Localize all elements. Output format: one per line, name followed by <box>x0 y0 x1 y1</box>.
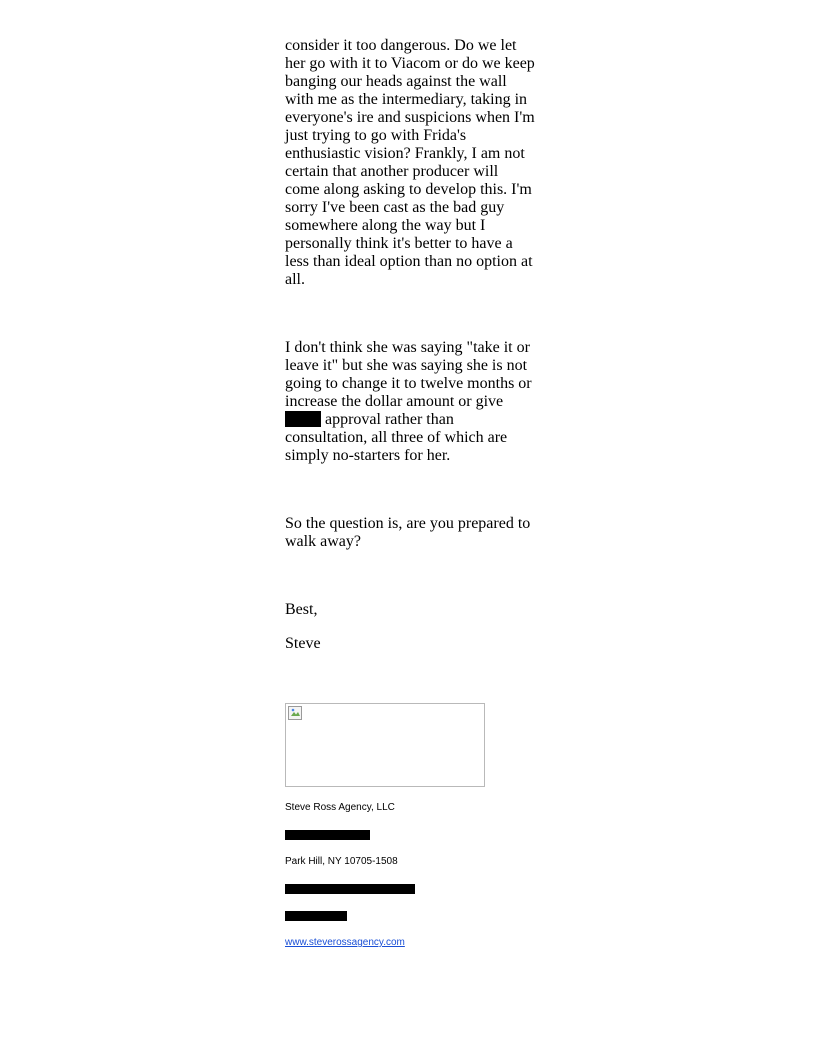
paragraph-text: I don't think she was saying "take it or leave it" but she was saying she is not going to change it to twelve months or increase the dollar amount or give <box>285 339 532 410</box>
signature-company: Steve Ross Agency, LLC <box>285 802 395 813</box>
redaction-block <box>285 830 370 840</box>
signature-website-line <box>285 937 405 949</box>
logo-image-placeholder <box>285 703 485 787</box>
signoff-name: Steve <box>285 635 321 652</box>
redaction-block <box>285 911 347 921</box>
redaction-block <box>285 411 321 427</box>
signature-city: Park Hill, NY 10705-1508 <box>285 856 398 867</box>
body-paragraph: consider it too dangerous. Do we let her go with it to Viacom or do we keep banging our heads against the wall with me as the intermediary, taking in everyone's ire and suspicions when I'm just trying to go with Frida's enthusiastic vision? Frankly, I am not certain that another producer will come along asking to develop this. I'm sorry I've been cast as the bad guy somewhere along the way but I personally think it's better to have a less than ideal option than no option at all. <box>285 37 535 288</box>
broken-image-icon <box>288 706 302 720</box>
email-body <box>285 37 535 653</box>
body-paragraph: So the question is, are you prepared to walk away? <box>285 515 531 550</box>
closing-line: Best, <box>285 601 318 618</box>
paragraph-text: approval rather than consultation, all three of which are simply no-starters for her. <box>285 411 508 464</box>
redaction-block <box>285 884 415 894</box>
body-paragraph <box>285 339 535 465</box>
website-link[interactable]: www.steverossagency.com <box>285 937 405 948</box>
